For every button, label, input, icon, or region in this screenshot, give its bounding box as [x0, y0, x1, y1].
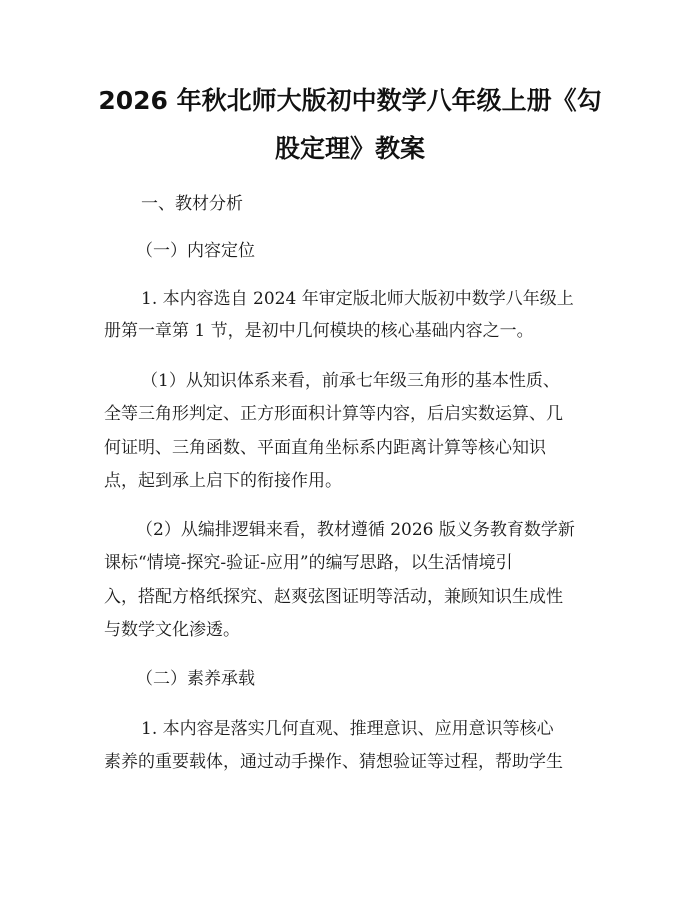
document-title-line-2: 股定理》教案 — [274, 134, 425, 163]
paragraph-4-line-2: 素养的重要载体，通过动手操作、猜想验证等过程，帮助学生 — [104, 752, 563, 772]
paragraph-3-line-2: 课标“情境-探究-验证-应用”的编写思路，以生活情境引 — [104, 553, 513, 573]
paragraph-4-line-1: 1. 本内容是落实几何直观、推理意识、应用意识等核心 — [141, 719, 554, 739]
paragraph-3-line-4: 与数学文化渗透。 — [104, 620, 240, 640]
paragraph-1-line-2: 册第一章第 1 节，是初中几何模块的核心基础内容之一。 — [104, 321, 534, 341]
paragraph-3-line-1: （2）从编排逻辑来看，教材遵循 2026 版义务教育数学新 — [136, 520, 575, 540]
paragraph-3-line-3: 入，搭配方格纸探究、赵爽弦图证明等活动，兼顾知识生成性 — [104, 587, 563, 607]
paragraph-2-line-1: （1）从知识体系来看，前承七年级三角形的基本性质、 — [141, 371, 560, 391]
paragraph-2-line-4: 点，起到承上启下的衔接作用。 — [104, 471, 342, 491]
paragraph-2-line-3: 何证明、三角函数、平面直角坐标系内距离计算等核心知识 — [104, 438, 546, 458]
paragraph-1-line-1: 1. 本内容选自 2024 年审定版北师大版初中数学八年级上 — [141, 289, 574, 309]
section-heading-materials-analysis: 一、教材分析 — [141, 194, 243, 214]
paragraph-2-line-2: 全等三角形判定、正方形面积计算等内容，后启实数运算、几 — [104, 404, 563, 424]
document-title-line-1: 2026 年秋北师大版初中数学八年级上册《勾 — [98, 86, 602, 115]
subsection-heading-content-positioning: （一）内容定位 — [136, 241, 255, 261]
subsection-heading-literacy: （二）素养承载 — [136, 669, 255, 689]
